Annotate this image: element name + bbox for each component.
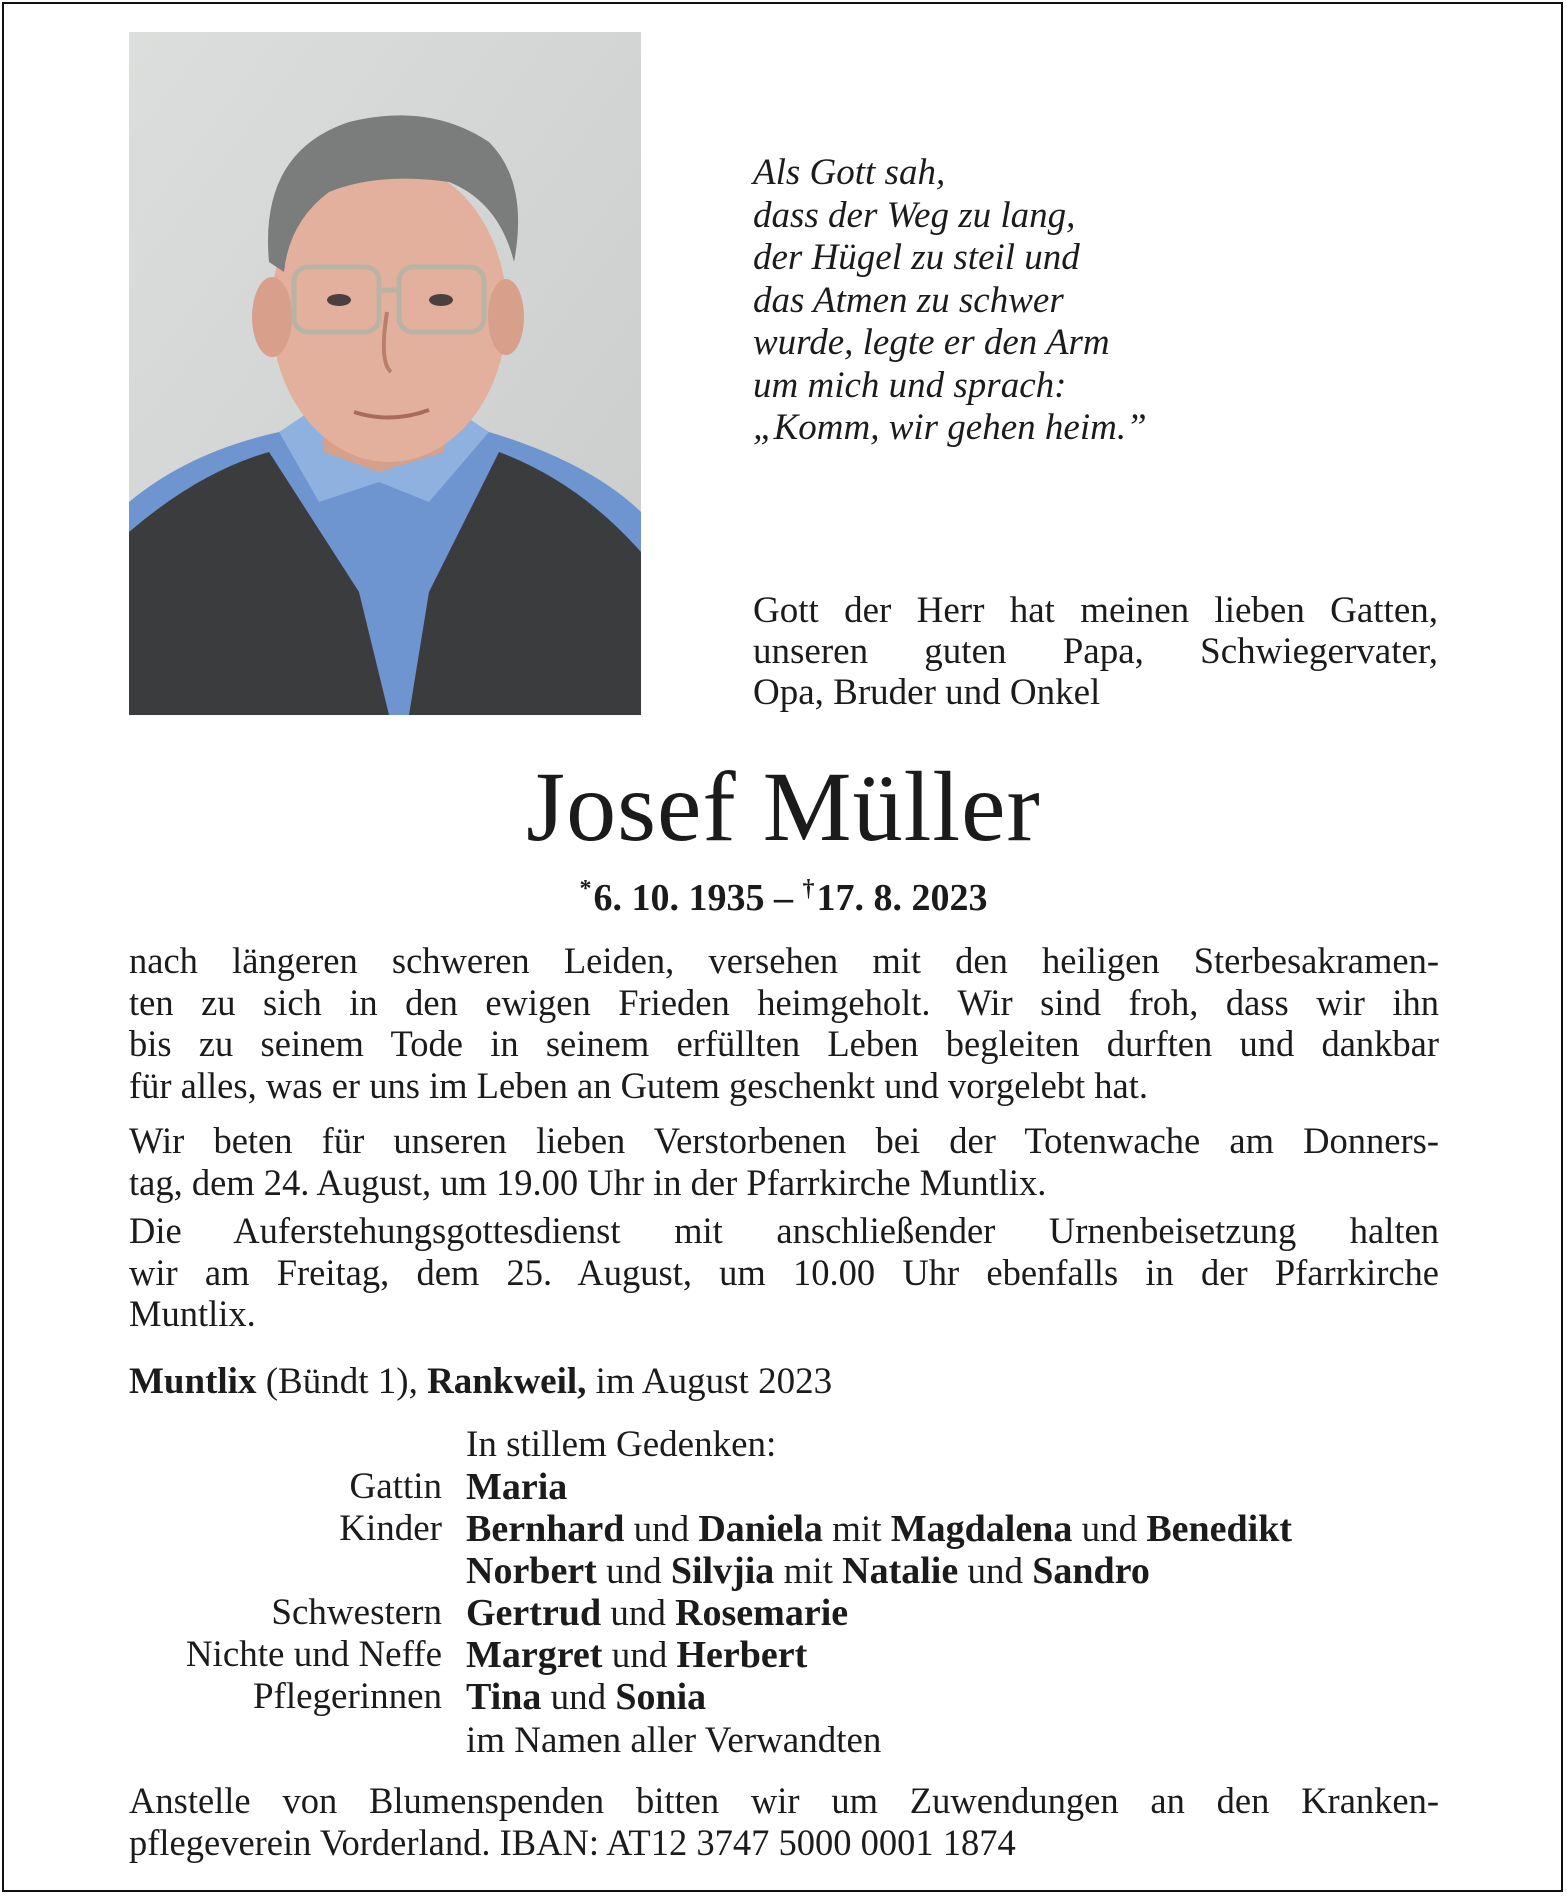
- mourner-names: [466, 1550, 1150, 1593]
- text-line: [129, 1822, 1439, 1864]
- address: (Bündt 1),: [256, 1361, 428, 1402]
- town-rankweil: Rankweil,: [427, 1361, 587, 1402]
- intro-line: Opa, Bruder und Onkel: [753, 672, 1101, 713]
- text-line: Die Auferstehungsgottesdienst mit anschließender Urnenbeisetzung halten: [129, 1210, 1439, 1251]
- text-line: ten zu sich in den ewigen Frieden heimgeholt. Wir sind froh, dass wir ihn: [129, 981, 1439, 1023]
- poem-line: der Hügel zu steil und: [753, 237, 1080, 278]
- mourner-names: [466, 1592, 848, 1635]
- mourner-names: [466, 1508, 1292, 1551]
- poem-line: „Komm, wir gehen heim.”: [753, 407, 1147, 448]
- death-date: 17. 8. 2023: [816, 877, 988, 919]
- poem-line: das Atmen zu schwer: [753, 279, 1064, 321]
- connector-text: und: [541, 1677, 616, 1718]
- text-line: für alles, was er uns im Leben an Gutem geschenkt und vorgelebt hat.: [129, 1064, 1149, 1106]
- connector-text: und: [1072, 1509, 1147, 1550]
- connector-text: und: [601, 1593, 676, 1634]
- poem-line: dass der Weg zu lang,: [753, 194, 1076, 236]
- mourner-row: [0, 1676, 1567, 1718]
- mourner-row: [0, 1592, 1567, 1634]
- paragraph-funeral: [129, 1210, 1439, 1335]
- donation-note: [129, 1780, 1439, 1864]
- mourner-role: Gattin: [349, 1466, 442, 1507]
- mourner-name: Benedikt: [1146, 1508, 1293, 1550]
- mourner-name: Margret: [466, 1634, 603, 1676]
- poem: [753, 152, 1147, 450]
- mourner-row: [0, 1550, 1567, 1592]
- mourner-names: [466, 1634, 807, 1677]
- poem-line: um mich und sprach:: [753, 364, 1067, 406]
- mourner-names: [466, 1466, 567, 1509]
- intro-text: [753, 590, 1438, 713]
- text-line: Wir beten für unseren lieben Verstorbenen bei der Totenwache am Donners-: [129, 1120, 1439, 1161]
- life-dates: [0, 866, 1567, 921]
- paragraph-wake: [129, 1120, 1439, 1203]
- mourner-role: Schwestern: [271, 1592, 442, 1633]
- mourner-name: Gertrud: [466, 1592, 602, 1634]
- birth-date: 6. 10. 1935: [593, 877, 765, 919]
- mourner-name: Sonia: [615, 1676, 707, 1718]
- text-line: tag, dem 24. August, um 19.00 Uhr in der Pfarrkirche Muntlix.: [129, 1161, 1047, 1203]
- connector-text: und: [602, 1635, 677, 1676]
- mourner-name: Maria: [466, 1466, 568, 1508]
- text-line: nach längeren schweren Leiden, versehen mit den heiligen Sterbesakramen-: [129, 940, 1439, 981]
- connector-text: und: [958, 1551, 1033, 1592]
- mourner-row: [0, 1466, 1567, 1508]
- mourner-row: [0, 1634, 1567, 1676]
- connector-text: und: [596, 1551, 671, 1592]
- portrait-image: [129, 32, 641, 715]
- date-dash: –: [774, 877, 793, 919]
- connector-text: und: [624, 1509, 699, 1550]
- text-line: wir am Freitag, dem 25. August, um 10.00 Uhr ebenfalls in der Pfarrkirche: [129, 1251, 1439, 1293]
- mourner-role: Kinder: [339, 1508, 442, 1549]
- text-line: Muntlix.: [129, 1293, 256, 1334]
- death-symbol: †: [802, 876, 815, 902]
- town-muntlix: Muntlix: [129, 1361, 257, 1402]
- text-line: Anstelle von Blumenspenden bitten wir um Zuwendungen an den Kranken-: [129, 1780, 1439, 1821]
- connector-text: mit: [774, 1551, 843, 1592]
- mourners-heading: In stillem Gedenken:: [466, 1424, 777, 1465]
- mourner-name: Bernhard: [466, 1508, 625, 1550]
- iban-value: AT12 3747 5000 0001 1874: [606, 1822, 1016, 1863]
- mourner-name: Sandro: [1032, 1550, 1150, 1592]
- mourner-role: Nichte und Neffe: [185, 1634, 442, 1675]
- mourner-name: Daniela: [698, 1508, 823, 1550]
- mourner-name: Natalie: [842, 1550, 959, 1592]
- mourner-role: Pflegerinnen: [252, 1676, 442, 1717]
- birth-symbol: *: [579, 876, 592, 902]
- donation-text: pflegeverein Vorderland. IBAN:: [129, 1822, 607, 1863]
- paragraph-announcement: [129, 940, 1439, 1106]
- mourner-name: Rosemarie: [675, 1592, 849, 1634]
- place-date: [129, 1360, 832, 1404]
- mourners-closing: im Namen aller Verwandten: [466, 1720, 882, 1761]
- text-line: bis zu seinem Tode in seinem erfüllten Leben begleiten durften und dankbar: [129, 1023, 1439, 1064]
- notice-date: im August 2023: [586, 1361, 833, 1402]
- mourner-name: Herbert: [676, 1634, 808, 1676]
- intro-line: unseren guten Papa, Schwiegervater,: [753, 631, 1438, 672]
- mourner-name: Tina: [466, 1676, 542, 1718]
- mourner-name: Norbert: [466, 1550, 597, 1592]
- mourner-name: Silvjia: [670, 1550, 775, 1592]
- poem-line: Als Gott sah,: [753, 152, 946, 193]
- mourner-names: [466, 1676, 706, 1719]
- connector-text: mit: [822, 1509, 891, 1550]
- mourner-row: [0, 1508, 1567, 1550]
- poem-line: wurde, legte er den Arm: [753, 322, 1110, 363]
- intro-line: Gott der Herr hat meinen lieben Gatten,: [753, 590, 1438, 631]
- mourner-name: Magdalena: [890, 1508, 1073, 1550]
- deceased-name: Josef Müller: [526, 751, 1041, 862]
- portrait-photo: [129, 32, 641, 715]
